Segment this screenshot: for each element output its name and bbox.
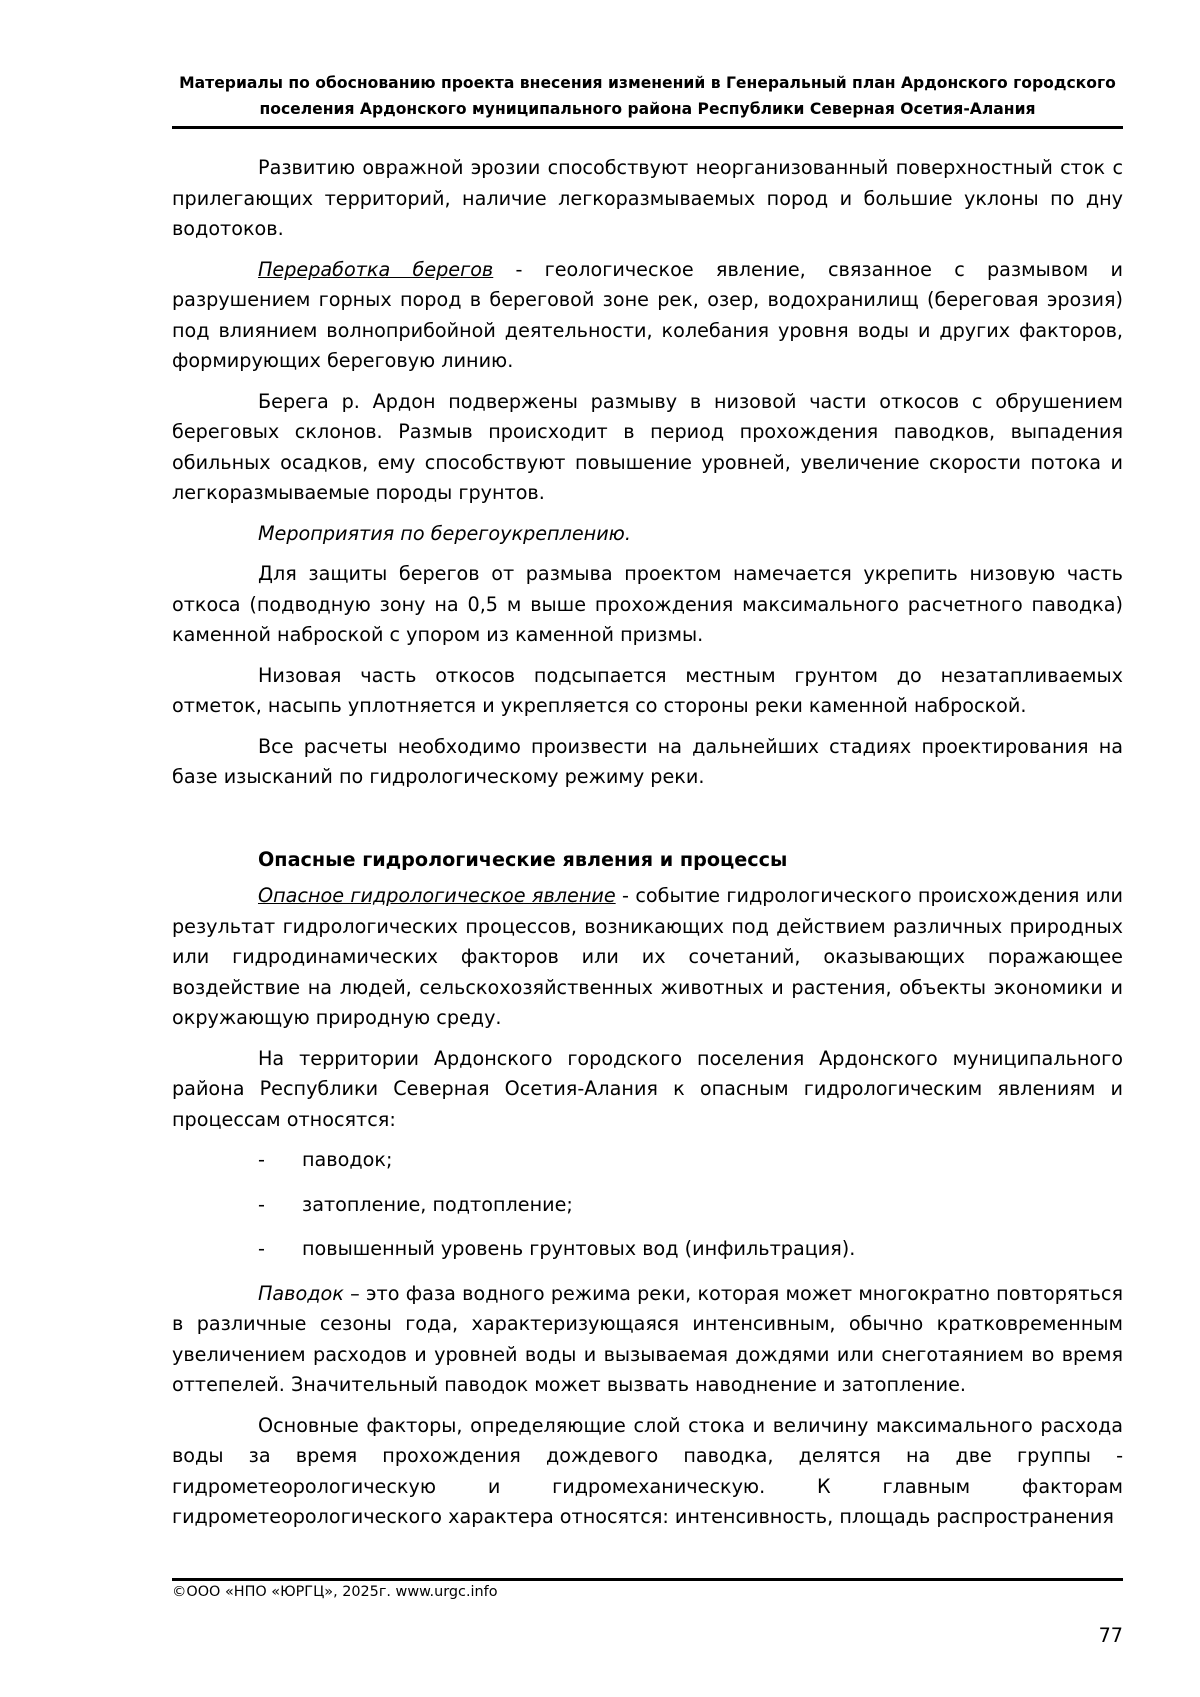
list-item: [172, 1190, 1123, 1221]
list-bullet: -: [258, 1237, 265, 1260]
list-bullet: -: [258, 1148, 265, 1171]
paragraph-slope-fill: Низовая часть откосов подсыпается местным грунтом до незатапливаемых отметок, насыпь уплотняется и укрепляется со стороны реки каменной наброской.: [172, 663, 1123, 717]
list-item-text: затопление, подтопление;: [302, 1192, 573, 1216]
page-number: 77: [1098, 1624, 1123, 1647]
term-hydrological-hazard: Опасное гидрологическое явление: [258, 884, 616, 907]
section-heading: Опасные гидрологические явления и процессы: [258, 847, 788, 871]
paragraph-bank-protection-title: Мероприятия по берегоукреплению.: [258, 521, 631, 545]
list-bullet: -: [258, 1192, 265, 1216]
paragraph-shore-processing: [172, 255, 1123, 377]
footer-copyright: ©ООО «НПО «ЮРГЦ», 2025г. www.urgc.info: [172, 1584, 498, 1600]
paragraph-shore-processing-text: - геологическое явление, связанное с размывом и разрушением горных пород в береговой зоне рек, озер, водохранилищ (береговая эрозия) под влиянием волноприбойной деятельности, колебания уровня воды и других факторов, формирующих береговую линию.: [172, 257, 1123, 372]
term-flood: Паводок: [258, 1281, 344, 1305]
paragraph-flood-definition: [172, 1279, 1123, 1401]
paragraph-main-factors: Основные факторы, определяющие слой стока и величину максимального расхода воды за время прохождения дождевого паводка, делятся на две группы - гидрометеорологическую и гидромеханическую. К главным факторам гидрометеорологического характера относятся: интенсивность, площадь распространения: [172, 1413, 1123, 1528]
paragraph-territory-hazards: На территории Ардонского городского поселения Ардонского муниципального района Республики Северная Осетия-Алания к опасным гидрологическим явлениям и процессам относятся:: [172, 1046, 1123, 1131]
document-page: [172, 0, 1123, 1697]
paragraph-hazard-definition-text: - событие гидрологического происхождения или результат гидрологических процессов, возникающих под действием различных природных или гидродинамических факторов или их сочетаний, оказывающих поражающее воздействие на людей, сельскохозяйственных животных и растения, объекты экономики и окружающую природную среду.: [172, 884, 1123, 1029]
paragraph-bank-protection: Для защиты берегов от размыва проектом намечается укрепить низовую часть откоса (подводную зону на 0,5 м выше прохождения максимального расчетного паводка) каменной наброской с упором из каменной призмы.: [172, 562, 1123, 646]
paragraph-ardon-banks: Берега р. Ардон подвержены размыву в низовой части откосов с обрушением береговых склонов. Размыв происходит в период прохождения паводков, выпадения обильных осадков, ему способствуют повышение уровней, увеличение скорости потока и легкоразмываемые породы грунтов.: [172, 389, 1123, 504]
paragraph-hazard-definition: [172, 881, 1123, 1034]
list-item-text: повышенный уровень грунтовых вод (инфильтрация).: [302, 1237, 856, 1260]
page-header: [172, 70, 1123, 122]
paragraph-flood-definition-text: – это фаза водного режима реки, которая может многократно повторяться в различные сезоны года, характеризующаяся интенсивным, обычно кратковременным увеличением расходов и уровней воды и вызываемая дождями или снеготаянием во время оттепелей. Значительный паводок может вызвать наводнение и затопление.: [172, 1281, 1123, 1396]
term-shore-processing: Переработка берегов: [258, 257, 494, 281]
document-body: [172, 153, 1123, 1543]
footer-divider: [172, 1578, 1123, 1581]
list-item-text: паводок;: [302, 1148, 393, 1171]
paragraph-gully-erosion: Развитию овражной эрозии способствуют неорганизованный поверхностный сток с прилегающих территорий, наличие легкоразмываемых пород и большие уклоны по дну водотоков.: [172, 156, 1123, 240]
paragraph-calculations: Все расчеты необходимо произвести на дальнейших стадиях проектирования на базе изысканий по гидрологическому режиму реки.: [172, 734, 1123, 788]
header-line-2: поселения Ардонского муниципального района Республики Северная Осетия-Алания: [259, 100, 1036, 118]
header-line-1: Материалы по обоснованию проекта внесения изменений в Генеральный план Ардонского городского: [179, 74, 1116, 92]
list-item: [172, 1234, 1123, 1265]
list-item: [172, 1145, 1123, 1176]
header-divider: [172, 126, 1123, 129]
